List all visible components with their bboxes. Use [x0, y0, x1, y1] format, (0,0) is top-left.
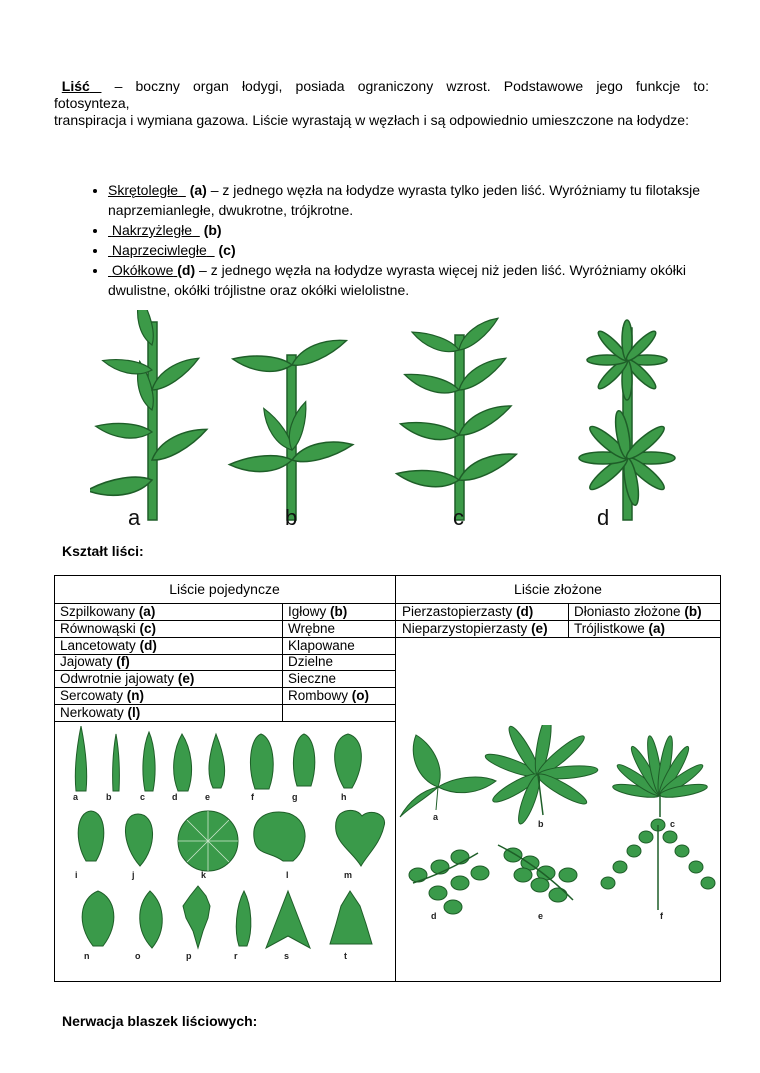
- fig-label: e: [538, 911, 544, 921]
- table-row: Sercowaty (n): [60, 688, 145, 703]
- fig-label: r: [234, 951, 238, 961]
- plant-b-decussate: [229, 336, 354, 520]
- fig-label: a: [73, 792, 79, 802]
- fig-label: p: [186, 951, 192, 961]
- fig-label: s: [284, 951, 290, 961]
- fig-label: j: [132, 870, 135, 880]
- fig-label-c: c: [453, 505, 464, 530]
- table-row: Igłowy (b): [288, 604, 348, 619]
- table-row: Rombowy (o): [288, 688, 370, 703]
- fig-label: f: [660, 911, 663, 921]
- table-row: Odwrotnie jajowaty (e): [60, 671, 195, 686]
- compound-leaf-shapes-figure: [398, 725, 718, 925]
- fig-label: d: [431, 911, 437, 921]
- list-item: • Nakrzyżległe (b): [108, 220, 708, 240]
- leaf-arrangement-figure: [90, 310, 690, 532]
- table-row: Trójlistkowe (a): [574, 621, 666, 636]
- table-row: Nerkowaty (l): [60, 705, 141, 720]
- table-row: Szpilkowany (a): [60, 604, 156, 619]
- list-item: • Okółkowe (d) – z jednego węzła na łodydze wyrasta więcej niż jeden liść. Wyróżniamy okółki dwulistne, okółki trójlistne oraz okółki wielolistne.: [108, 260, 708, 300]
- fig-label: m: [344, 870, 353, 880]
- intro-line-2: fotosynteza,: [54, 95, 130, 111]
- fig-label-d: d: [597, 505, 610, 530]
- fig-label-b: b: [285, 505, 298, 530]
- list-item: • Skrętoległe (a) – z jednego węzła na łodydze wyrasta tylko jeden liść. Wyróżniamy tu filotaksje naprzemianległe, dwukrotne, trójkrotne.: [108, 180, 708, 220]
- plant-d-whorled: [579, 320, 675, 520]
- fig-label: b: [538, 819, 544, 829]
- fig-label: g: [292, 792, 298, 802]
- intro-line-3: transpiracja i wymiana gazowa. Liście wyrastają w węzłach i są odpowiednio umieszczone na łodydze:: [54, 112, 689, 128]
- compound-leaves-header: Liście złożone: [514, 581, 602, 597]
- simple-leaves-header: Liście pojedyncze: [169, 581, 280, 597]
- table-row: Klapowane: [288, 638, 355, 653]
- fig-label: b: [106, 792, 112, 802]
- table-row: Lancetowaty (d): [60, 638, 157, 653]
- fig-label: d: [172, 792, 178, 802]
- table-row: Sieczne: [288, 671, 337, 686]
- table-row: Równowąski (c): [60, 621, 157, 636]
- fig-label: a: [433, 812, 439, 822]
- table-row: Nieparzystopierzasty (e): [402, 621, 548, 636]
- shape-heading: Kształt liści:: [62, 543, 144, 559]
- fig-label-a: a: [128, 505, 141, 530]
- intro-line-1: Liść – boczny organ łodygi, posiada ograniczony wzrost. Podstawowe jego funkcje to:: [61, 78, 709, 94]
- term-lisc: Liść: [61, 78, 90, 94]
- fig-label: c: [670, 819, 676, 829]
- intro-paragraph: [54, 78, 709, 129]
- list-item: • Naprzeciwległe (c): [108, 240, 708, 260]
- fig-label: i: [75, 870, 78, 880]
- fig-label: h: [341, 792, 347, 802]
- arrangement-list: [80, 180, 708, 300]
- venation-heading: Nerwacja blaszek liściowych:: [62, 1013, 258, 1029]
- fig-label: c: [140, 792, 146, 802]
- fig-label: l: [286, 870, 289, 880]
- table-row: Dłoniasto złożone (b): [574, 604, 702, 619]
- plant-c-opposite: [395, 315, 519, 520]
- fig-label: k: [201, 870, 207, 880]
- table-row: Pierzastopierzasty (d): [402, 604, 534, 619]
- fig-label: t: [344, 951, 347, 961]
- table-row: Wrębne: [288, 621, 336, 636]
- fig-label: n: [84, 951, 90, 961]
- simple-leaf-shapes-figure: [58, 726, 392, 976]
- fig-label: o: [135, 951, 141, 961]
- table-row: Dzielne: [288, 654, 334, 669]
- fig-label: e: [205, 792, 211, 802]
- table-row: Jajowaty (f): [60, 654, 130, 669]
- plant-a-alternate: [90, 310, 211, 520]
- fig-label: f: [251, 792, 254, 802]
